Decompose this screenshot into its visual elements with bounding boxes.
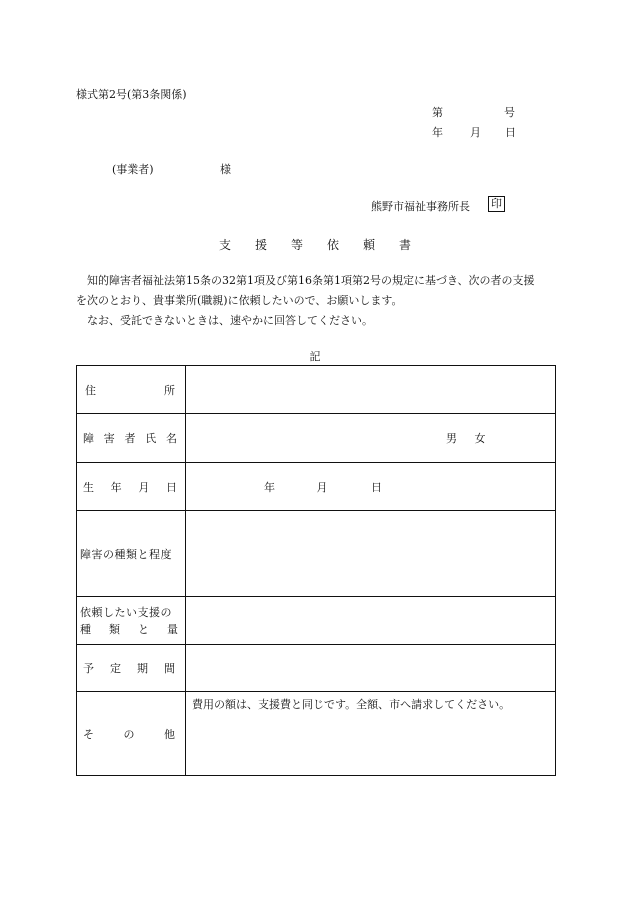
request-form-table	[76, 365, 556, 776]
other-label: そ の 他	[77, 692, 186, 776]
seal-stamp: 印	[488, 196, 505, 212]
body-para2: なお、受託できないときは、速やかに回答してください。	[87, 314, 373, 327]
sex-female: 女	[474, 432, 486, 445]
table-row-disability	[77, 511, 556, 597]
name-value[interactable]	[186, 414, 556, 463]
addressee-honorific: 様	[220, 163, 231, 176]
date-month-label: 月	[470, 126, 481, 139]
birth-value[interactable]	[186, 463, 556, 511]
ki-heading: 記	[309, 350, 321, 363]
support-label: 依頼したい支援の 種 類 と 量	[77, 597, 186, 645]
table-row-other	[77, 692, 556, 776]
period-label: 予 定 期 間	[77, 645, 186, 692]
address-label: 住 所	[77, 366, 186, 414]
document-number-prefix: 第	[432, 106, 443, 119]
address-value[interactable]	[186, 366, 556, 414]
birth-month-label: 月	[316, 480, 328, 494]
birth-year-label: 年	[264, 480, 275, 494]
table-row-birth	[77, 463, 556, 511]
disability-label: 障害の種類と程度	[77, 511, 186, 597]
birth-day-label: 日	[371, 480, 382, 494]
support-value[interactable]	[186, 597, 556, 645]
table-row-support	[77, 597, 556, 645]
name-label: 障 害 者 氏 名	[77, 414, 186, 463]
document-title: 支援等依頼書	[218, 238, 435, 252]
form-number: 様式第2号(第3条関係)	[76, 88, 187, 101]
table-row-period	[77, 645, 556, 692]
disability-value[interactable]	[186, 511, 556, 597]
table-row-name	[77, 414, 556, 463]
date-day-label: 日	[505, 126, 516, 139]
body-para1-line1: 知的障害者福祉法第15条の32第1項及び第16条第1項第2号の規定に基づき、次の者の支援	[87, 274, 535, 287]
document-number-suffix: 号	[504, 106, 515, 119]
addressee-business: (事業者)	[112, 163, 154, 176]
other-value: 費用の額は、支援費と同じです。全額、市へ請求してください。	[186, 692, 556, 776]
birth-label: 生 年 月 日	[77, 463, 186, 511]
body-para1-line2: を次のとおり、貴事業所(職親)に依頼したいので、お願いします。	[76, 294, 403, 307]
table-row-address	[77, 366, 556, 414]
issuer-name: 熊野市福祉事務所長	[371, 200, 470, 213]
period-value[interactable]	[186, 645, 556, 692]
date-year-label: 年	[432, 126, 443, 139]
body-text	[76, 271, 560, 331]
sex-male: 男	[446, 432, 457, 445]
